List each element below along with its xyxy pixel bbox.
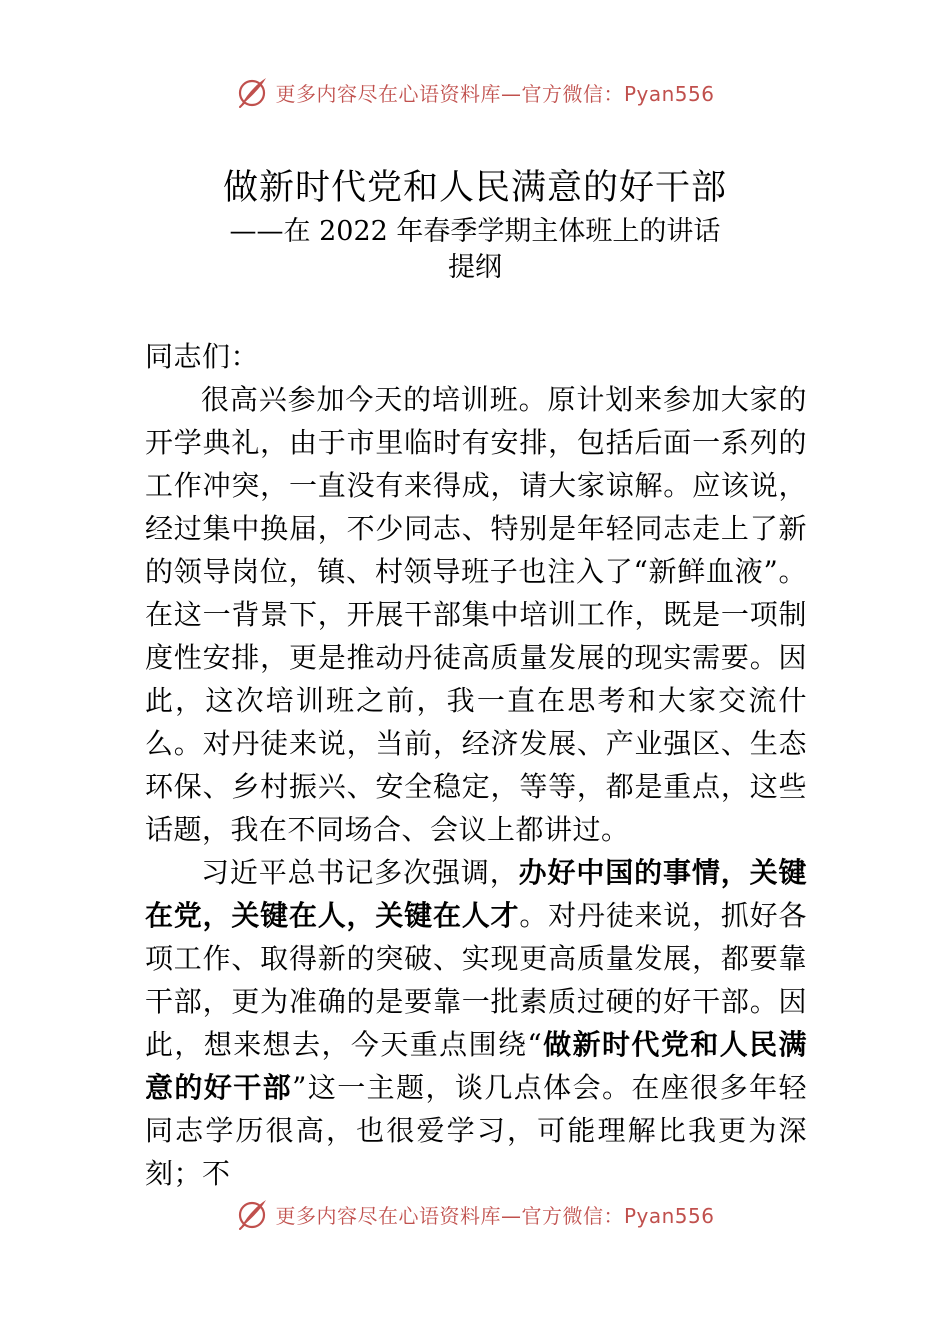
banner-text: 更多内容尽在心语资料库—官方微信：Pyan556 <box>275 1203 715 1228</box>
quill-pen-icon <box>235 75 269 109</box>
document-body <box>145 335 807 1195</box>
banner-text: 更多内容尽在心语资料库—官方微信：Pyan556 <box>275 81 715 106</box>
footer-banner <box>0 1194 950 1234</box>
paragraph <box>145 851 807 1195</box>
document-subtitle: ——在 2022 年春季学期主体班上的讲话提纲 <box>229 216 721 283</box>
emphasis-text: 办好中国的事情，关键在党，关键在人，关键在人才 <box>145 856 807 932</box>
title-block <box>0 166 950 286</box>
emphasis-text: 做新时代党和人民满意的好干部 <box>145 1028 807 1104</box>
document-title: 做新时代党和人民满意的好干部 <box>222 168 727 208</box>
paragraph-text: 习近平总书记多次强调， <box>201 856 519 889</box>
salutation: 同志们： <box>145 340 260 373</box>
header-banner <box>0 72 950 112</box>
quill-pen-icon <box>235 1197 269 1231</box>
paragraph: 很高兴参加今天的培训班。原计划来参加大家的开学典礼，由于市里临时有安排，包括后面一系列的工作冲突，一直没有来得成，请大家谅解。应该说，经过集中换届，不少同志、特别是年轻同志走上了新的领导岗位，镇、村领导班子也注入了“新鲜血液”。在这一背景下，开展干部集中培训工作，既是一项制度性安排，更是推动丹徒高质量发展的现实需要。因此，这次培训班之前，我一直在思考和大家交流什么。对丹徒来说，当前，经济发展、产业强区、生态环保、乡村振兴、安全稳定，等等，都是重点，这些话题，我在不同场合、会议上都讲过。 <box>145 383 807 846</box>
paragraph-text: 。对丹徒来说，抓好各项工作、取得新的突破、实现更高质量发展，都要靠干部，更为准确的是要靠一批素质过硬的好干部。因此，想来想去，今天重点围绕“ <box>145 899 807 1061</box>
paragraph-text: ”这一主题，谈几点体会。在座很多年轻同志学历很高，也很爱学习，可能理解比我更为深刻；不 <box>145 1071 807 1190</box>
